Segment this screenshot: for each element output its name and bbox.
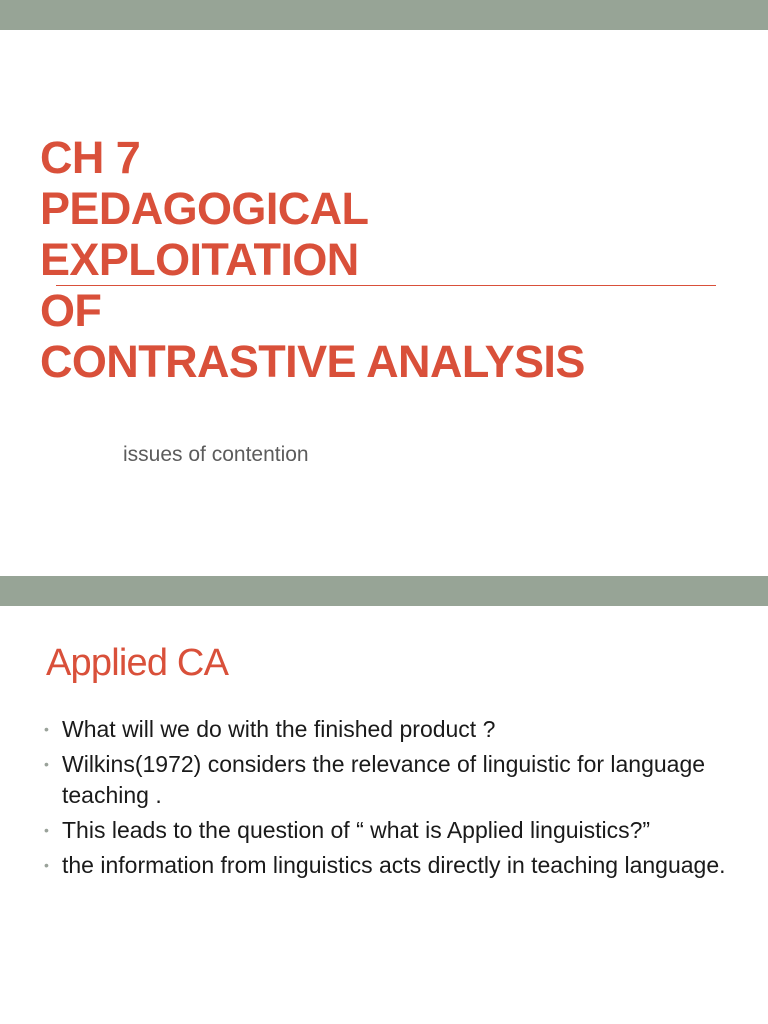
bullet-dot-icon: • (44, 721, 49, 737)
title-line: EXPLOITATION (40, 234, 359, 285)
slide-top-bar (0, 0, 768, 30)
slide-title (40, 132, 585, 387)
content-slide (0, 576, 768, 1024)
bullet-text: This leads to the question of “ what is Applied linguistics?” (62, 817, 651, 843)
bullet-list (44, 714, 734, 885)
title-line: CH 7 (40, 132, 141, 183)
bullet-item (44, 815, 734, 846)
bullet-dot-icon: • (44, 857, 49, 873)
bullet-item (44, 749, 734, 811)
slide-top-bar (0, 576, 768, 606)
title-line: CONTRASTIVE ANALYSIS (40, 336, 585, 387)
bullet-item (44, 714, 734, 745)
title-divider-line (56, 285, 716, 286)
bullet-text: Wilkins(1972) considers the relevance of linguistic for language teaching . (62, 751, 706, 808)
bullet-dot-icon: • (44, 756, 49, 772)
title-line: PEDAGOGICAL (40, 183, 369, 234)
bullet-text: the information from linguistics acts directly in teaching language. (62, 852, 726, 878)
slide-heading: Applied CA (46, 642, 229, 684)
title-line: OF (40, 285, 102, 336)
slide-subtitle: issues of contention (123, 443, 309, 466)
bullet-item (44, 850, 734, 881)
bullet-text: What will we do with the finished product ? (62, 716, 496, 742)
bullet-dot-icon: • (44, 822, 49, 838)
